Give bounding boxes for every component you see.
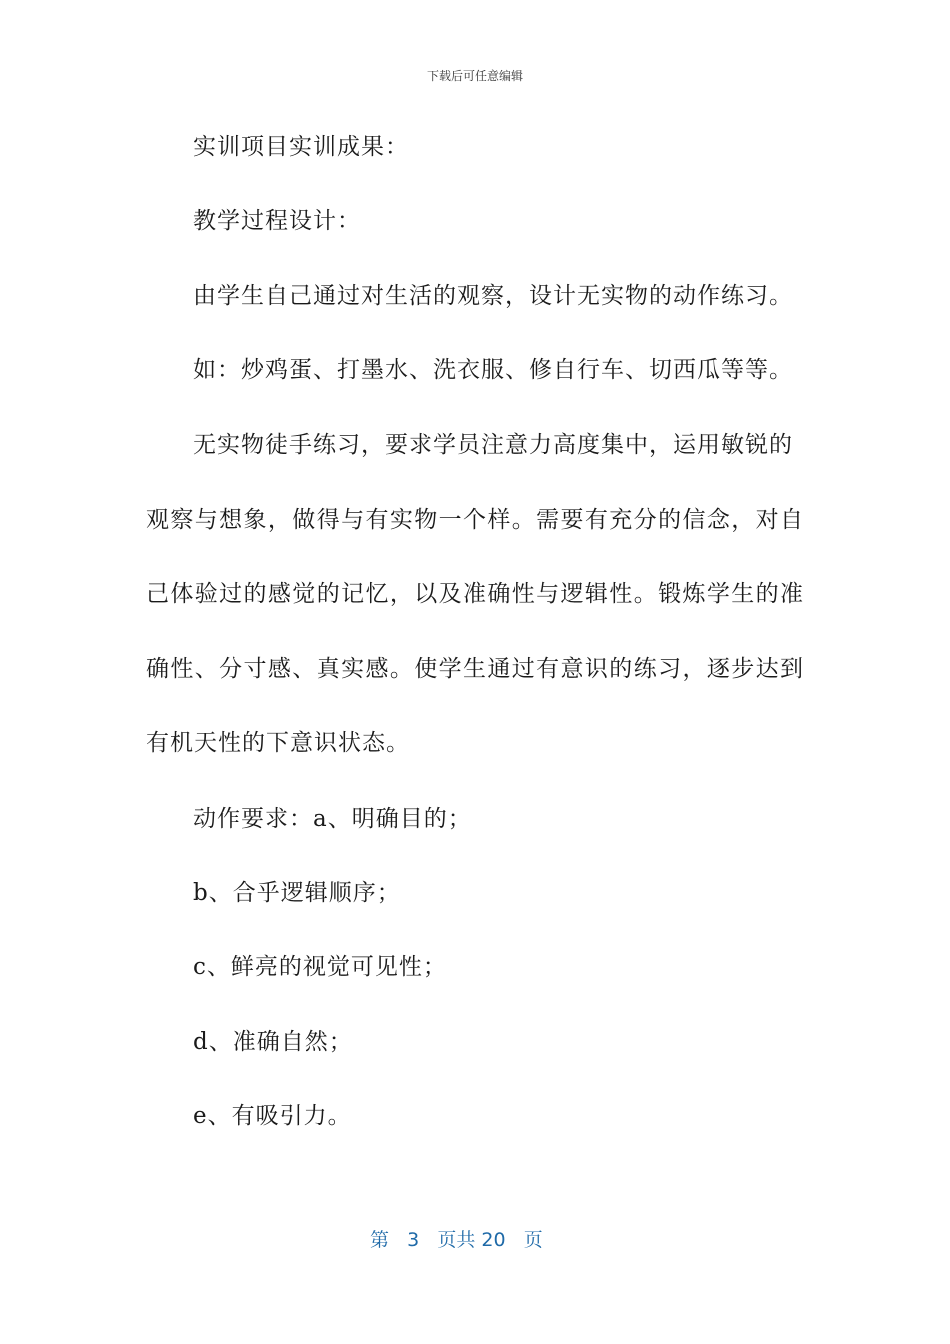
page-number-footer — [370, 1225, 543, 1252]
list-item: d、准确自然； — [193, 1029, 353, 1055]
page-header-note: 下载后可任意编辑 — [426, 69, 523, 83]
total-pages-number: 20 — [481, 1229, 506, 1251]
page-label-middle: 页共 — [437, 1229, 476, 1251]
current-page-number: 3 — [407, 1229, 420, 1251]
paragraph-line: 动作要求：a、明确目的； — [193, 806, 472, 832]
page-label-prefix: 第 — [370, 1229, 390, 1251]
paragraph-line: 教学过程设计： — [193, 208, 361, 234]
list-item: b、合乎逻辑顺序； — [193, 880, 401, 906]
paragraph-line: 观察与想象，做得与有实物一个样。需要有充分的信念，对自 — [146, 507, 804, 533]
paragraph-line: 无实物徒手练习，要求学员注意力高度集中，运用敏锐的 — [193, 432, 793, 458]
paragraph-line: 确性、分寸感、真实感。使学生通过有意识的练习，逐步达到 — [146, 656, 804, 682]
page-label-suffix: 页 — [523, 1229, 543, 1251]
paragraph-line: 如：炒鸡蛋、打墨水、洗衣服、修自行车、切西瓜等等。 — [193, 357, 793, 383]
list-item: c、鲜亮的视觉可见性； — [193, 954, 447, 980]
paragraph-line: 己体验过的感觉的记忆，以及准确性与逻辑性。锻炼学生的准 — [146, 581, 804, 607]
list-item: e、有吸引力。 — [193, 1103, 352, 1129]
paragraph-line: 有机天性的下意识状态。 — [146, 730, 410, 756]
paragraph-line: 由学生自己通过对生活的观察，设计无实物的动作练习。 — [193, 283, 793, 309]
paragraph-line: 实训项目实训成果： — [193, 134, 409, 160]
